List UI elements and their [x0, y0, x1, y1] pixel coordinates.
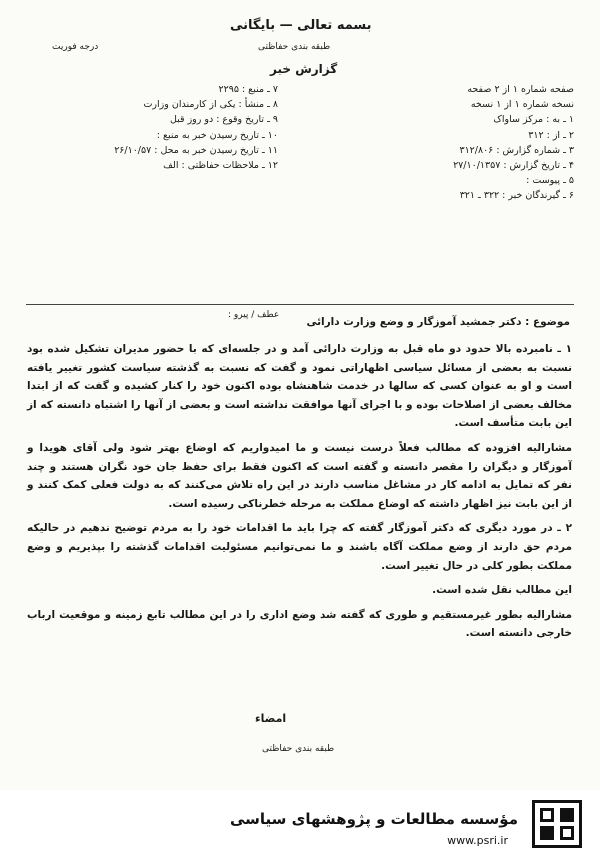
classification-label-top: طبقه بندی حفاظتی	[258, 42, 331, 52]
meta-field: ۲ ـ از : ۳۱۲	[528, 129, 574, 141]
meta-field: ۴ ـ تاریخ گزارش : ۲۷/۱۰/۱۳۵۷	[453, 159, 574, 171]
subject-line: موضوع : دکتر جمشید آموزگار و وضع وزارت دارائی	[306, 316, 570, 328]
top-handwritten-note: بسمه تعالی — بایگانی	[230, 18, 372, 33]
reference-label: عطف / پیرو :	[228, 310, 280, 320]
meta-field: ۸ ـ منشأ : یکی از کارمندان وزارت	[143, 99, 278, 111]
report-title: گزارش خبر	[270, 62, 338, 76]
meta-fields-right	[289, 82, 574, 204]
priority-label: درجه فوریت	[52, 42, 99, 52]
meta-field: ۶ ـ گیرندگان خبر : ۳۲۲ ـ ۳۲۱	[459, 190, 574, 202]
signature: امضاء	[255, 712, 287, 725]
institute-url: www.psri.ir	[447, 834, 508, 847]
meta-field: ۱۲ ـ ملاحظات حفاظتی : الف	[163, 159, 278, 171]
institute-name: مؤسسه مطالعات و پژوهشهای سیاسی	[229, 810, 518, 828]
body-paragraph: ۱ ـ نامبرده بالا حدود دو ماه قبل به وزارت دارائی آمد و در جلسه‌ای که با حضور مدیران تشکیل شده بود نسبت به بعضی از مسائل سیاسی اظهاراتی نمود و گفت که نسبت به گذشته سیاست کشور تغییر یافته است و او به عنوان کسی که سالها در خدمت شاهنشاه بوده اکنون خود را کنار کشیده و گفت که از ابتدا مخالف بعضی از اصلاحات بوده و با اجرای آنها موافقت نداشته است و بعضی از آنها را اشتباه دانسته که از این بابت متأسف است.	[27, 343, 572, 430]
meta-field: ۷ ـ منبع : ۲۲۹۵	[218, 84, 278, 95]
meta-fields-left	[3, 82, 278, 173]
meta-field: ۱ ـ به : مرکز ساواک	[493, 114, 574, 126]
body-paragraph: این مطالب نقل شده است.	[432, 584, 572, 597]
body-paragraph: ۲ ـ در مورد دیگری که دکتر آموزگار گفته که چرا باید ما اقدامات خود را به مردم توضیح ندهیم در حالیکه مردم حق دارند از وضع مملکت آگاه باشند و ما نمی‌توانیم مسئولیت اقدامات گذشته را بپذیریم و وضع مملکت بطور کلی در حال تغییر است.	[27, 522, 572, 572]
meta-field: ۱۱ ـ تاریخ رسیدن خبر به محل : ۲۶/۱۰/۵۷	[114, 144, 278, 156]
body-paragraph: مشارالیه افزوده که مطالب فعلاً درست نیست و ما امیدواریم که اوضاع بهتر شود ولی آقای هویدا و آموزگار و دیگران را مقصر دانسته و گفته است که اکنون فقط برای حفظ جان خود نگران هستند و چند نفر که تمایل به ادامه کار در مشاغل مناسب دارند در این راه تلاش می‌کنند که به دولت فعلی کمک کنند و از این بابت نیز اظهار داشته که اوضاع مملکت به مرحله خطرناکی رسیده است.	[27, 441, 572, 510]
report-body	[27, 340, 572, 649]
meta-field: ۵ ـ پیوست :	[526, 175, 574, 187]
meta-field: ۹ ـ تاریخ وقوع : دو روز قبل	[169, 114, 278, 126]
classification-label-bottom: طبقه بندی حفاظتی	[262, 744, 335, 754]
header-divider	[26, 304, 574, 305]
meta-field: نسخه شماره ۱ از ۱ نسخه	[470, 99, 574, 111]
meta-field: ۳ ـ شماره گزارش : ۳۱۲/۸۰۶	[459, 144, 574, 156]
meta-field: صفحه شماره ۱ از ۲ صفحه	[467, 84, 574, 95]
body-paragraph: مشارالیه بطور غیرمستقیم و طوری که گفته شد وضع اداری را در این مطالب تابع زمینه و موقعیت ارباب خارجی دانسته است.	[27, 608, 572, 640]
institute-logo-icon	[532, 800, 582, 848]
meta-field: ۱۰ ـ تاریخ رسیدن خبر به منبع :	[156, 129, 278, 141]
